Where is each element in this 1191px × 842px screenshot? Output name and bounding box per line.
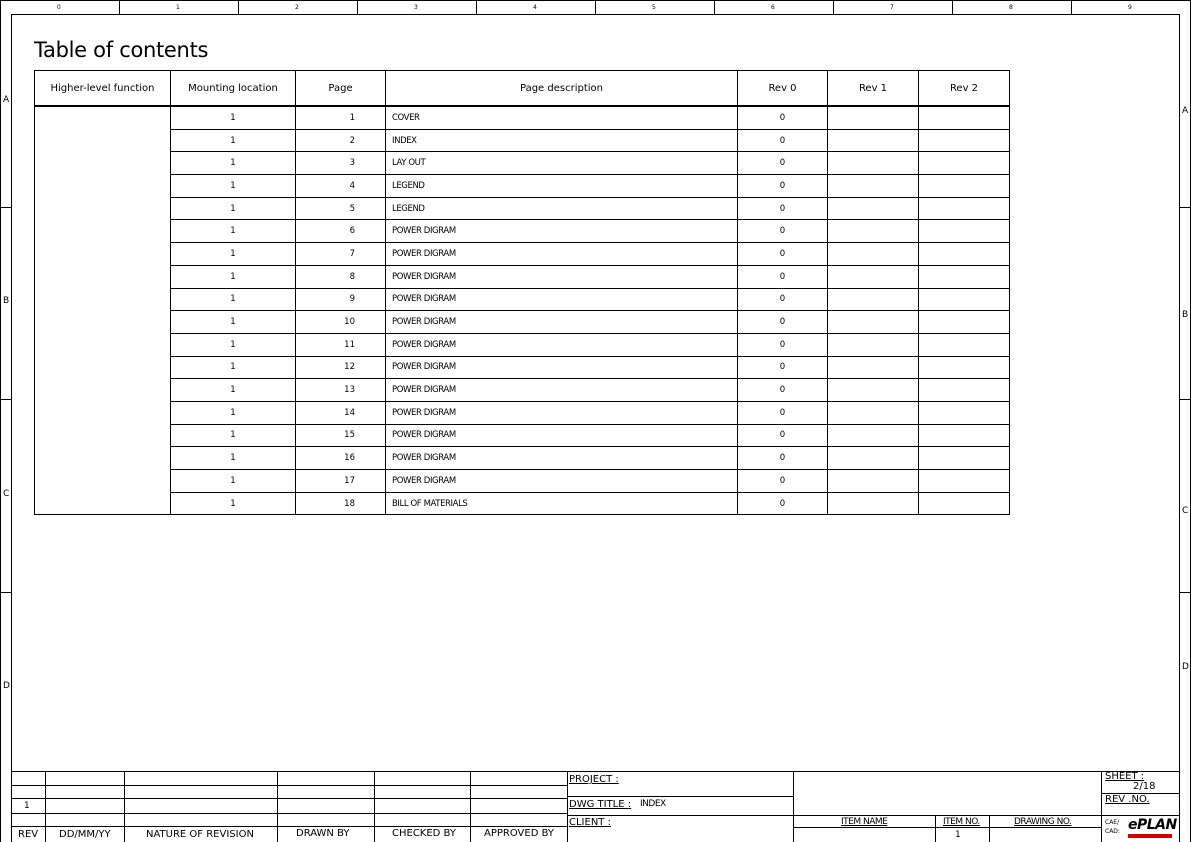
inner-frame-top [11,14,1180,15]
col-header-rev1: Rev 1 [828,71,919,107]
description-cell[interactable]: LEGEND [386,197,738,220]
col-header-rev2: Rev 2 [919,71,1010,107]
page-cell: 10 [296,311,386,334]
page-title: Table of contents [34,38,209,62]
location-cell: 1 [171,356,296,379]
rev2-cell [919,492,1010,515]
rev1-cell [828,288,919,311]
rev1-cell [828,311,919,334]
function-cell [35,470,171,493]
table-row [35,447,1010,470]
table-row [35,424,1010,447]
ruler-row-d-left: D [3,681,10,691]
location-cell: 1 [171,492,296,515]
location-cell: 1 [171,243,296,266]
table-row [35,333,1010,356]
table-row [35,243,1010,266]
function-cell [35,447,171,470]
function-cell [35,265,171,288]
rev0-cell: 0 [738,401,828,424]
ruler-col-2: 2 [295,4,299,11]
rev0-cell: 0 [738,288,828,311]
rev1-cell [828,265,919,288]
page-cell: 1 [296,106,386,129]
col-header-rev0: Rev 0 [738,71,828,107]
rev2-cell [919,220,1010,243]
checked-by-label: CHECKED BY [392,828,456,839]
table-row [35,265,1010,288]
rev-label: REV [18,829,39,840]
toc-table [34,70,1010,515]
function-cell [35,220,171,243]
dwg-title-label: DWG TITLE : [569,799,632,810]
rev2-cell [919,106,1010,129]
rev1-cell [828,106,919,129]
table-row [35,492,1010,515]
location-cell: 1 [171,175,296,198]
rev1-cell [828,175,919,198]
rev1-cell [828,401,919,424]
rev0-cell: 0 [738,129,828,152]
table-row [35,106,1010,129]
rev1-cell [828,220,919,243]
table-row [35,152,1010,175]
rev2-cell [919,311,1010,334]
description-cell[interactable]: POWER DIGRAM [386,356,738,379]
ruler-row-a-right: A [1182,106,1189,116]
rev2-cell [919,470,1010,493]
function-cell [35,288,171,311]
table-row [35,356,1010,379]
table-row [35,175,1010,198]
rev2-cell [919,356,1010,379]
page-cell: 7 [296,243,386,266]
rev2-cell [919,333,1010,356]
item-name-label: ITEM NAME [841,817,888,827]
description-cell[interactable]: POWER DIGRAM [386,220,738,243]
location-cell: 1 [171,129,296,152]
location-cell: 1 [171,424,296,447]
table-row [35,220,1010,243]
description-cell[interactable]: POWER DIGRAM [386,288,738,311]
rev0-cell: 0 [738,220,828,243]
ruler-col-6: 6 [771,4,775,11]
client-label: CLIENT : [569,817,611,828]
location-cell: 1 [171,311,296,334]
ruler-row-c-left: C [3,489,10,499]
description-cell[interactable]: POWER DIGRAM [386,379,738,402]
page-cell: 4 [296,175,386,198]
page-cell: 5 [296,197,386,220]
function-cell [35,492,171,515]
page-cell: 14 [296,401,386,424]
eplan-logo-bar [1128,834,1172,838]
eplan-logo: ePLAN [1128,817,1177,833]
rev1-cell [828,356,919,379]
rev-no-label: REV .NO. [1105,794,1150,805]
location-cell: 1 [171,220,296,243]
location-cell: 1 [171,333,296,356]
table-row [35,288,1010,311]
description-cell[interactable]: POWER DIGRAM [386,265,738,288]
rev1-cell [828,379,919,402]
description-cell[interactable]: POWER DIGRAM [386,333,738,356]
frame-left [0,0,1,842]
function-cell [35,333,171,356]
rev1-cell [828,492,919,515]
location-cell: 1 [171,379,296,402]
dwg-title-value: INDEX [640,799,666,809]
rev2-cell [919,129,1010,152]
rev0-cell: 0 [738,152,828,175]
rev1-cell [828,197,919,220]
location-cell: 1 [171,106,296,129]
function-cell [35,152,171,175]
description-cell[interactable]: POWER DIGRAM [386,243,738,266]
location-cell: 1 [171,401,296,424]
ruler-row-b-right: B [1182,310,1189,320]
nature-of-revision-label: NATURE OF REVISION [146,829,254,840]
location-cell: 1 [171,470,296,493]
rev1-cell [828,243,919,266]
rev1-cell [828,447,919,470]
cad-label: CAD: [1105,828,1120,835]
function-cell [35,243,171,266]
col-header-function: Higher-level function [35,71,171,107]
ruler-col-0: 0 [57,4,61,11]
rev1-cell [828,424,919,447]
col-header-location: Mounting location [171,71,296,107]
location-cell: 1 [171,447,296,470]
page-cell: 15 [296,424,386,447]
rev0-cell: 0 [738,447,828,470]
rev2-cell [919,197,1010,220]
page-cell: 12 [296,356,386,379]
table-row [35,197,1010,220]
inner-frame-right [1179,14,1180,842]
ruler-col-5: 5 [652,4,656,11]
description-cell[interactable]: POWER DIGRAM [386,424,738,447]
rev1-cell [828,333,919,356]
ruler-row-c-right: C [1182,506,1189,516]
ruler-row-a-left: A [3,95,10,105]
rev2-cell [919,175,1010,198]
rev2-cell [919,447,1010,470]
ruler-col-3: 3 [414,4,418,11]
ruler-col-8: 8 [1009,4,1013,11]
description-cell[interactable]: LEGEND [386,175,738,198]
page-cell: 2 [296,129,386,152]
rev2-cell [919,401,1010,424]
col-header-page: Page [296,71,386,107]
function-cell [35,379,171,402]
rev1-cell [828,152,919,175]
rev0-cell: 0 [738,243,828,266]
function-cell [35,197,171,220]
sheet-label: SHEET : [1105,771,1145,782]
date-label: DD/MM/YY [59,829,111,840]
description-cell[interactable]: POWER DIGRAM [386,401,738,424]
description-cell[interactable]: COVER [386,106,738,129]
function-cell [35,401,171,424]
rev2-cell [919,379,1010,402]
page-cell: 8 [296,265,386,288]
rev0-cell: 0 [738,492,828,515]
table-row [35,129,1010,152]
ruler-row-b-left: B [3,296,10,306]
rev0-cell: 0 [738,106,828,129]
rev0-cell: 0 [738,311,828,334]
description-cell[interactable]: POWER DIGRAM [386,470,738,493]
sheet-value: 2/18 [1133,781,1156,792]
rev0-cell: 0 [738,265,828,288]
cae-label: CAE/ [1105,819,1120,826]
toc-header-row [35,71,1010,107]
function-cell [35,129,171,152]
item-no-value: 1 [955,830,961,840]
table-row [35,470,1010,493]
table-row [35,379,1010,402]
rev2-cell [919,152,1010,175]
rev-value: 1 [24,801,30,811]
ruler-col-1: 1 [176,4,180,11]
rev0-cell: 0 [738,379,828,402]
description-cell[interactable]: POWER DIGRAM [386,447,738,470]
rev0-cell: 0 [738,333,828,356]
rev0-cell: 0 [738,175,828,198]
page-cell: 6 [296,220,386,243]
table-row [35,401,1010,424]
rev2-cell [919,424,1010,447]
rev2-cell [919,243,1010,266]
page-cell: 13 [296,379,386,402]
description-cell[interactable]: POWER DIGRAM [386,311,738,334]
page-cell: 9 [296,288,386,311]
item-no-label: ITEM NO. [943,817,980,827]
rev2-cell [919,288,1010,311]
col-header-description: Page description [386,71,738,107]
project-label: PROJECT : [569,774,619,785]
function-cell [35,424,171,447]
rev0-cell: 0 [738,424,828,447]
drawing-no-label: DRAWING NO. [1014,817,1072,827]
function-cell [35,175,171,198]
ruler-col-4: 4 [533,4,537,11]
description-cell[interactable]: INDEX [386,129,738,152]
function-cell [35,106,171,129]
rev1-cell [828,470,919,493]
description-cell[interactable]: LAY OUT [386,152,738,175]
page-cell: 11 [296,333,386,356]
page-cell: 16 [296,447,386,470]
ruler-row-d-right: D [1182,662,1189,672]
location-cell: 1 [171,265,296,288]
description-cell[interactable]: BILL OF MATERIALS [386,492,738,515]
rev1-cell [828,129,919,152]
rev0-cell: 0 [738,356,828,379]
function-cell [35,311,171,334]
location-cell: 1 [171,152,296,175]
location-cell: 1 [171,288,296,311]
inner-frame-left [11,14,12,842]
page-cell: 3 [296,152,386,175]
drawn-by-label: DRAWN BY [296,828,350,839]
rev0-cell: 0 [738,470,828,493]
function-cell [35,356,171,379]
page-cell: 17 [296,470,386,493]
rev2-cell [919,265,1010,288]
rev0-cell: 0 [738,197,828,220]
table-row [35,311,1010,334]
ruler-col-9: 9 [1128,4,1132,11]
page-cell: 18 [296,492,386,515]
location-cell: 1 [171,197,296,220]
approved-by-label: APPROVED BY [484,828,555,839]
ruler-col-7: 7 [890,4,894,11]
